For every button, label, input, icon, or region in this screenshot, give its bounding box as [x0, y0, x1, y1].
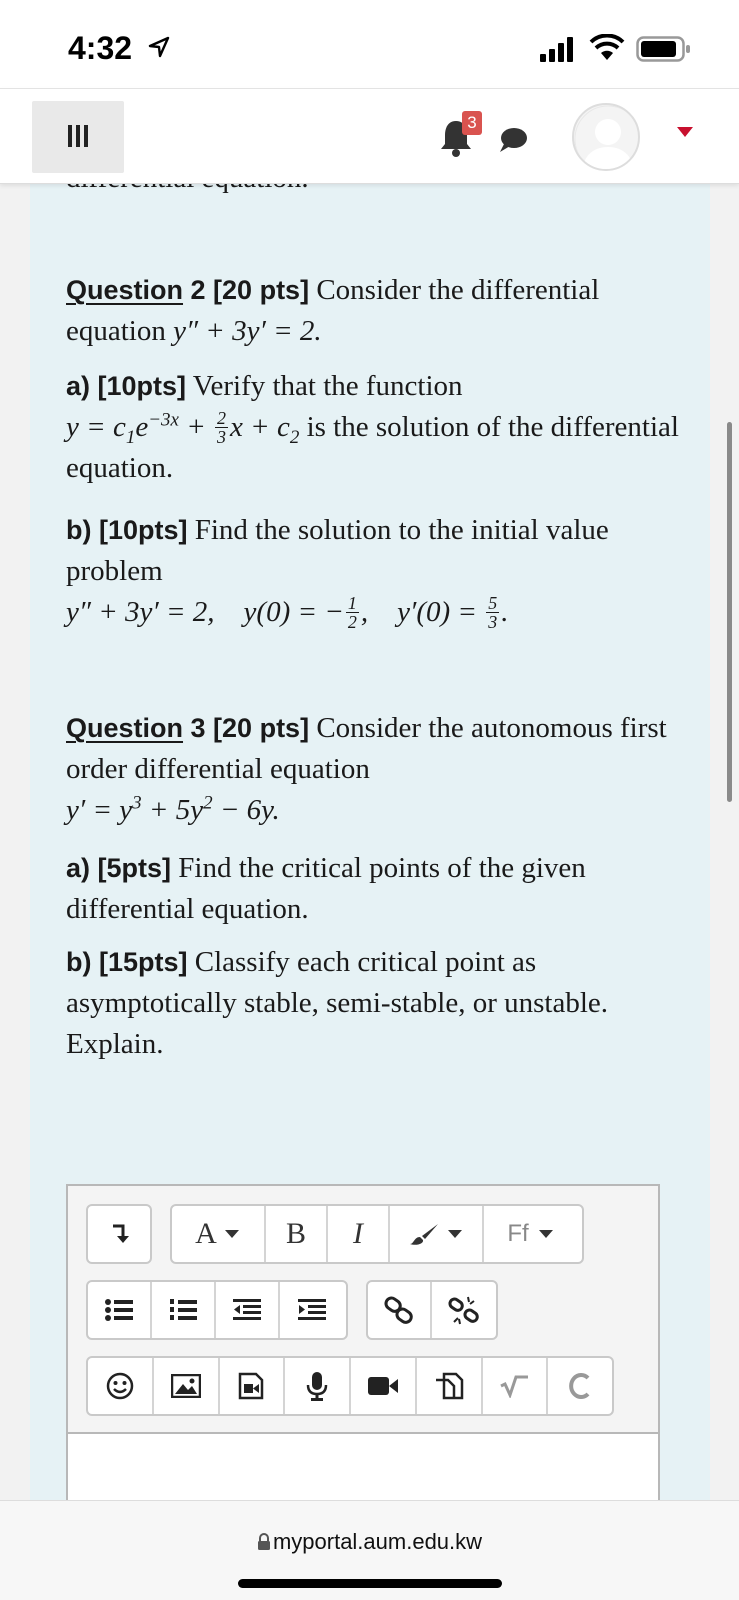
italic-button[interactable]: I	[328, 1206, 390, 1262]
location-arrow-icon	[148, 36, 170, 58]
manage-files-button[interactable]	[417, 1358, 483, 1414]
question-2-part-a-label: a) [10pts]	[66, 371, 187, 401]
notification-count-badge: 3	[462, 111, 482, 135]
letter-c-icon	[568, 1372, 592, 1400]
numbered-list-button[interactable]	[152, 1282, 216, 1338]
user-silhouette-icon	[574, 105, 640, 171]
emoji-button[interactable]	[88, 1358, 154, 1414]
toolbar-group-collapse	[86, 1204, 152, 1264]
collapse-arrow-icon	[109, 1223, 129, 1245]
menu-button[interactable]	[32, 101, 124, 173]
question-3-part-a-text: Find the critical points of the given differential equation.	[66, 852, 586, 925]
question-3-part-b-label: b) [15pts]	[66, 947, 188, 977]
user-avatar[interactable]	[572, 103, 640, 171]
link-icon	[384, 1296, 414, 1324]
record-audio-button[interactable]	[285, 1358, 351, 1414]
insert-media-button[interactable]	[220, 1358, 286, 1414]
question-2-points: 2 [20 pts]	[190, 275, 310, 305]
question-3-intro: Consider the autonomous first order differential equation	[66, 712, 667, 785]
outdent-icon	[233, 1298, 261, 1322]
status-time: 4:32	[68, 30, 133, 66]
insert-image-button[interactable]	[154, 1358, 220, 1414]
unlink-button[interactable]	[432, 1282, 496, 1338]
media-file-icon	[237, 1372, 265, 1400]
paint-brush-icon	[408, 1222, 442, 1246]
question-2-part-a-text: Verify that the function	[192, 370, 463, 402]
url-text: myportal.aum.edu.kw	[272, 1529, 483, 1554]
video-camera-icon	[367, 1375, 399, 1397]
page-scrollbar[interactable]	[727, 422, 732, 802]
top-navbar	[0, 88, 739, 184]
font-button-label: A	[195, 1217, 217, 1250]
toolbar-group-links	[366, 1280, 498, 1340]
question-3-heading	[66, 708, 686, 831]
dropdown-caret-icon	[537, 1229, 555, 1239]
question-2-initial-value-problem: y″ + 3y′ = 2, y(0) = − $\frac{1}{2}$ , y′(0) = $\frac{5}{3}$ .	[66, 592, 509, 632]
dropdown-caret-icon	[223, 1229, 241, 1239]
question-content	[30, 184, 710, 1504]
user-menu-caret-icon[interactable]	[676, 125, 694, 139]
font-color-button[interactable]	[172, 1206, 266, 1262]
lock-icon	[257, 1533, 271, 1551]
url-display[interactable]	[0, 1529, 739, 1555]
question-3-part-b-text: Classify each critical point as asymptotically stable, semi-stable, or unstable. Explain.	[66, 946, 609, 1060]
question-3-points: 3 [20 pts]	[190, 713, 310, 743]
battery-icon	[636, 36, 692, 62]
question-2-part-a	[66, 366, 686, 489]
wifi-icon	[588, 34, 626, 62]
messages-icon[interactable]	[498, 127, 528, 153]
browser-address-bar	[0, 1500, 739, 1600]
question-3-part-a-label: a) [5pts]	[66, 853, 172, 883]
toolbar-group-insert	[86, 1356, 614, 1416]
record-video-button[interactable]	[351, 1358, 417, 1414]
question-2-part-b-label: b) [10pts]	[66, 515, 188, 545]
equation-editor-button[interactable]	[483, 1358, 549, 1414]
paint-brush-button[interactable]	[390, 1206, 484, 1262]
question-2-heading	[66, 270, 686, 352]
question-2-part-b	[66, 510, 686, 633]
question-2-title: Question	[66, 275, 184, 305]
hamburger-icon	[64, 123, 92, 149]
status-bar	[0, 0, 739, 88]
question-3-title: Question	[66, 713, 184, 743]
cellular-signal-icon	[538, 36, 578, 62]
answer-text-area[interactable]	[68, 1432, 658, 1506]
toolbar-group-format	[170, 1204, 584, 1264]
bullet-list-button[interactable]	[88, 1282, 152, 1338]
question-2-part-b-text: Find the solution to the initial value problem	[66, 514, 609, 587]
chemistry-editor-button[interactable]	[548, 1358, 612, 1414]
question-2-equation: y″ + 3y′ = 2.	[173, 315, 322, 347]
question-3-part-a	[66, 848, 686, 930]
question-3-equation: $y' = y^3 + 5y^2 - 6y$.	[66, 792, 280, 826]
outdent-button[interactable]	[216, 1282, 280, 1338]
font-family-button[interactable]	[484, 1206, 578, 1262]
indent-icon	[298, 1298, 326, 1322]
files-icon	[434, 1372, 464, 1400]
bold-button[interactable]: B	[266, 1206, 328, 1262]
toolbar-toggle-button[interactable]	[88, 1206, 150, 1262]
question-2-function-formula: $y = c_1e^{-3x}$ + $\frac{2}{3}$ $x + c_2$	[66, 407, 300, 448]
question-2-part-a-tail: is the solution of the differential equation.	[66, 411, 679, 484]
microphone-icon	[306, 1371, 328, 1401]
image-icon	[171, 1374, 201, 1398]
bullet-list-icon	[105, 1298, 133, 1322]
question-2-intro: Consider the differential equation	[66, 274, 600, 347]
indent-button[interactable]	[280, 1282, 344, 1338]
font-family-label: Ff	[507, 1220, 529, 1247]
unlink-icon	[448, 1295, 480, 1325]
insert-link-button[interactable]	[368, 1282, 432, 1338]
square-root-icon	[499, 1374, 529, 1398]
toolbar-group-lists	[86, 1280, 348, 1340]
question-3-part-b	[66, 942, 686, 1065]
answer-editor	[66, 1184, 660, 1504]
numbered-list-icon	[169, 1298, 197, 1322]
smiley-icon	[106, 1372, 134, 1400]
home-indicator[interactable]	[238, 1579, 502, 1588]
dropdown-caret-icon	[446, 1229, 464, 1239]
